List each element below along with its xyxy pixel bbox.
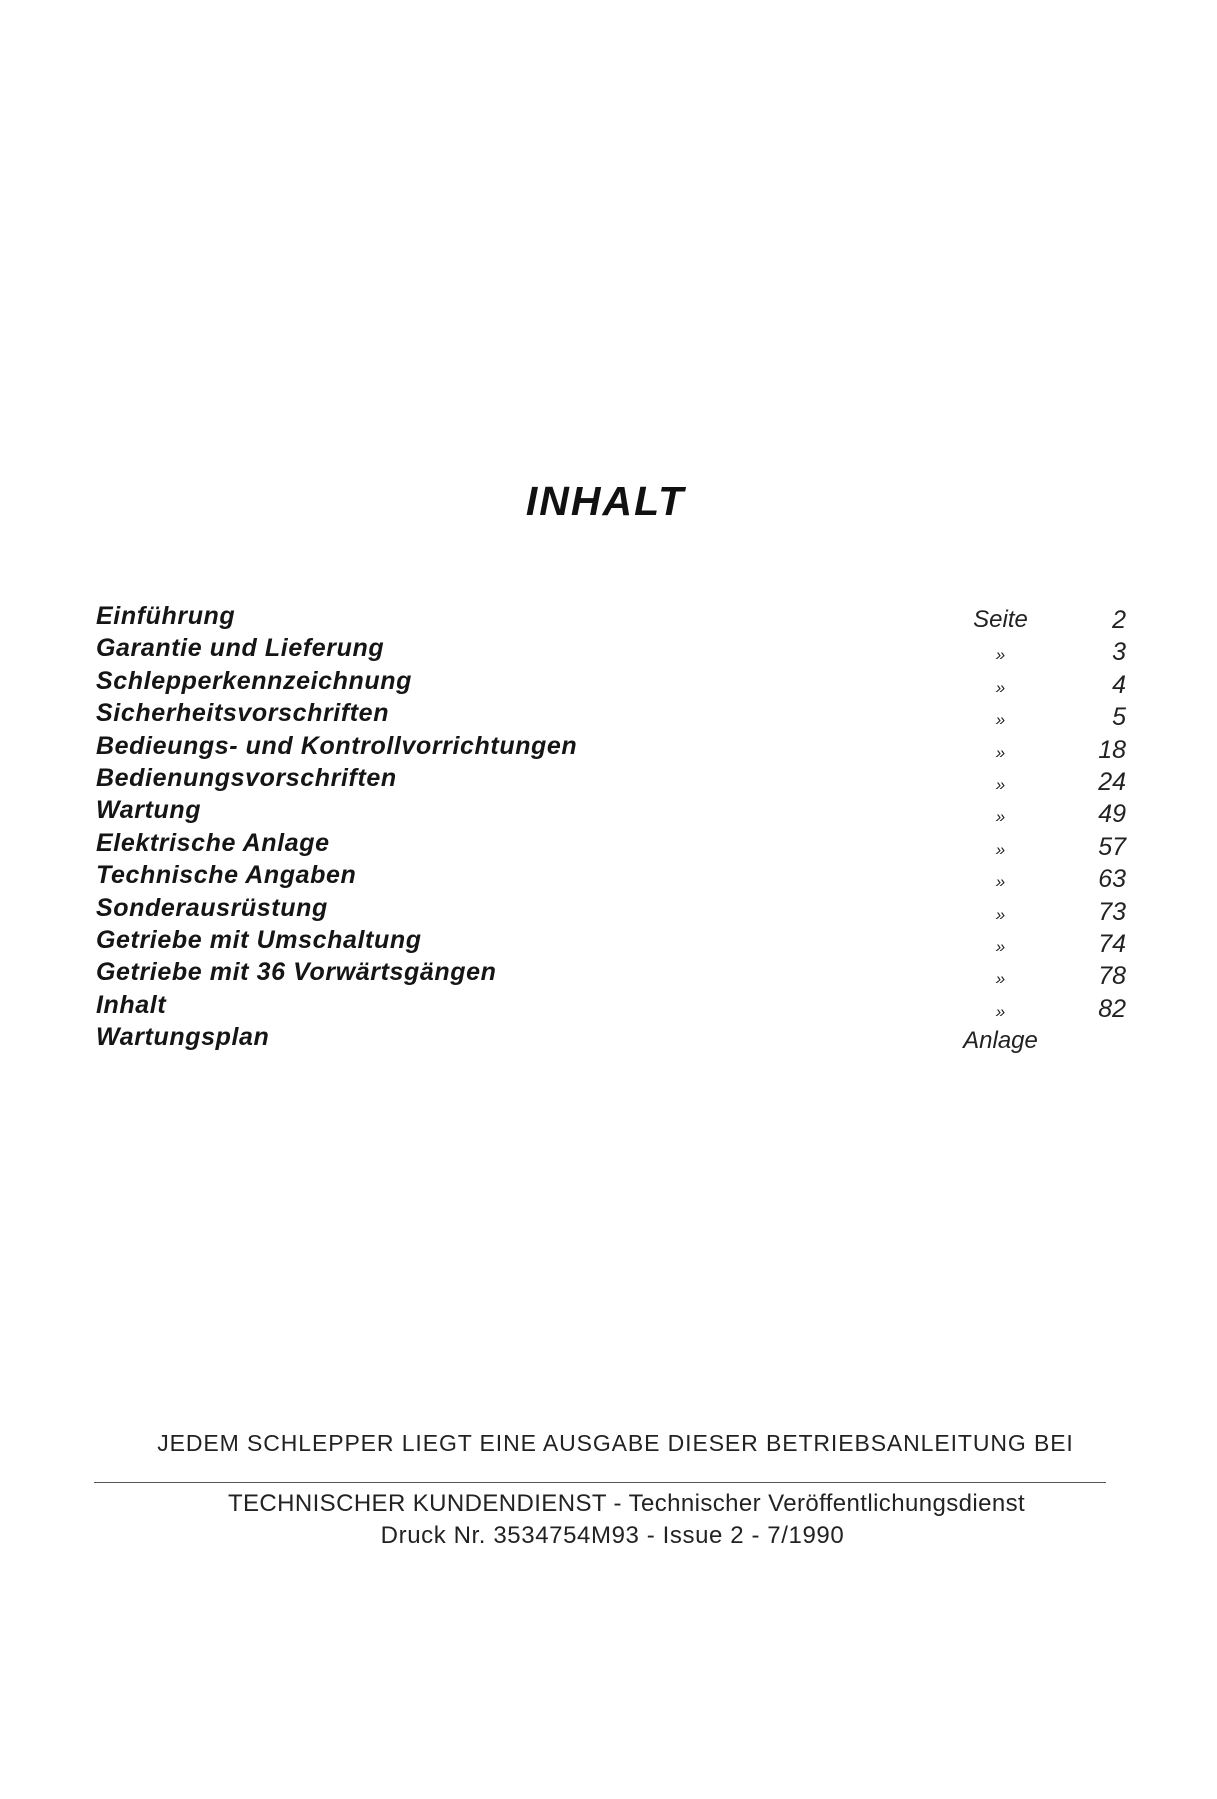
toc-entry — [96, 861, 1126, 893]
toc-entry-ref: » — [995, 677, 1006, 697]
toc-entry-label: Sicherheitsvorschriften — [96, 699, 390, 728]
toc-entry-page: 74 — [1098, 929, 1126, 958]
toc-entry-page: 2 — [1112, 606, 1126, 634]
toc-entry-label: Elektrische Anlage — [96, 828, 330, 857]
toc-entry-page: 4 — [1112, 670, 1126, 699]
toc-entry-label: Schlepperkennzeichnung — [96, 666, 413, 695]
toc-entry — [96, 991, 1126, 1023]
toc-entry — [96, 699, 1126, 731]
toc-entry-ref: » — [995, 936, 1006, 956]
toc-entry-page: 18 — [1098, 735, 1126, 764]
table-of-contents — [96, 602, 1126, 1055]
toc-entry-label: Getriebe mit 36 Vorwärtsgängen — [96, 958, 497, 987]
footer-divider — [94, 1482, 1106, 1483]
toc-entry-ref: » — [995, 645, 1006, 665]
footer-note: JEDEM SCHLEPPER LIEGT EINE AUSGABE DIESER BETRIEBSANLEITUNG BEI — [157, 1430, 1074, 1456]
toc-entry — [96, 602, 1126, 634]
toc-entry-page: 5 — [1112, 703, 1126, 732]
toc-entry — [96, 764, 1126, 796]
toc-entry — [96, 894, 1126, 926]
toc-entry-page: 49 — [1098, 800, 1126, 829]
footer-department: TECHNISCHER KUNDENDIENST - Technischer Veröffentlichungsdienst — [227, 1490, 1026, 1517]
toc-entry-ref: » — [995, 1001, 1006, 1021]
toc-entry — [96, 667, 1126, 699]
toc-entry — [96, 732, 1126, 764]
toc-entry-label: Inhalt — [96, 990, 167, 1019]
toc-entry-ref: » — [995, 742, 1006, 762]
toc-entry-ref: Seite — [973, 606, 1028, 633]
toc-entry-ref: » — [995, 774, 1006, 794]
toc-entry-page: 24 — [1098, 767, 1126, 796]
toc-entry-page: 78 — [1098, 962, 1126, 991]
toc-entry — [96, 1023, 1126, 1055]
toc-entry-ref: » — [995, 839, 1006, 859]
toc-entry-ref: » — [995, 872, 1006, 892]
toc-entry-label: Bedieungs- und Kontrollvorrichtungen — [96, 731, 578, 760]
toc-entry — [96, 634, 1126, 666]
toc-entry-ref: Anlage — [963, 1027, 1038, 1055]
footer-print-number: Druck Nr. 3534754M93 - Issue 2 - 7/1990 — [380, 1522, 845, 1549]
toc-entry — [96, 796, 1126, 828]
toc-entry-label: Wartungsplan — [96, 1023, 270, 1052]
toc-entry-page: 57 — [1098, 832, 1126, 861]
toc-entry-page: 73 — [1098, 897, 1126, 926]
toc-entry-ref: » — [995, 710, 1006, 730]
toc-entry — [96, 926, 1126, 958]
toc-entry-ref: » — [995, 807, 1006, 827]
toc-entry — [96, 958, 1126, 990]
toc-entry-ref: » — [995, 904, 1006, 924]
toc-entry-label: Einführung — [96, 602, 236, 630]
toc-entry — [96, 829, 1126, 861]
toc-entry-label: Getriebe mit Umschaltung — [96, 925, 422, 954]
toc-entry-label: Garantie und Lieferung — [96, 634, 385, 663]
toc-entry-ref: » — [995, 969, 1006, 989]
toc-entry-label: Wartung — [96, 796, 202, 825]
toc-entry-page: 63 — [1098, 865, 1126, 894]
toc-entry-label: Technische Angaben — [96, 861, 357, 890]
toc-entry-label: Bedienungsvorschriften — [96, 763, 397, 792]
toc-entry-page: 3 — [1112, 638, 1126, 667]
page-title: INHALT — [525, 478, 686, 524]
toc-entry-page: 82 — [1098, 994, 1126, 1023]
toc-entry-label: Sonderausrüstung — [96, 893, 328, 922]
